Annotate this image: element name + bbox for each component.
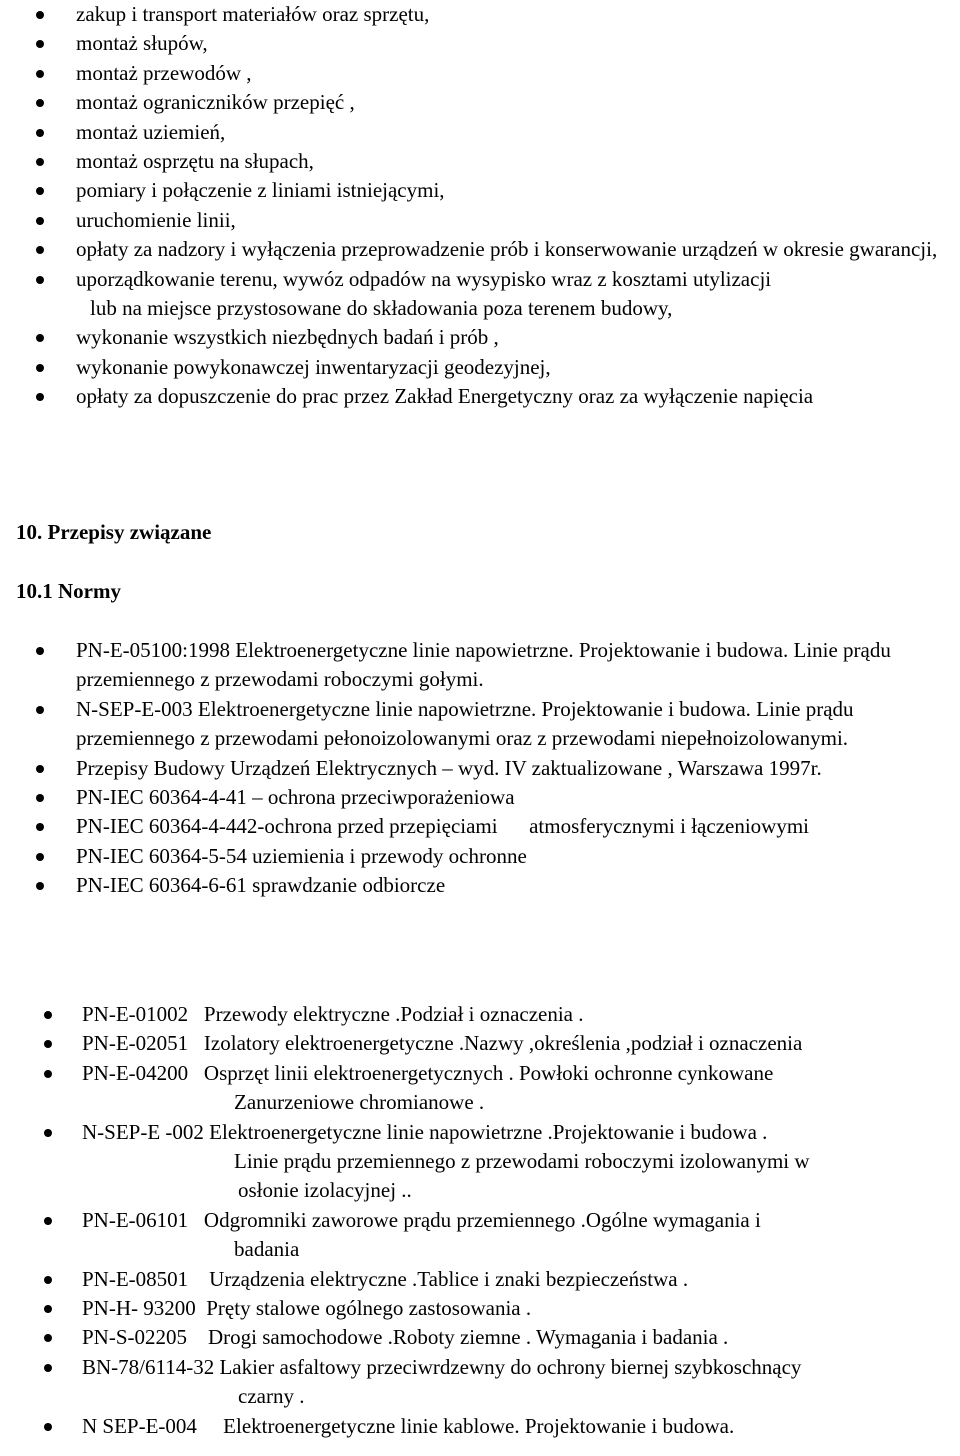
norm-code: PN-E-02051 bbox=[82, 1031, 189, 1056]
list-item bbox=[0, 1206, 810, 1265]
bullet-icon bbox=[44, 1217, 52, 1225]
norms-list-extended bbox=[0, 1000, 810, 1441]
bullet-icon bbox=[36, 853, 44, 861]
bullet-icon bbox=[36, 276, 44, 284]
bullet-icon bbox=[36, 158, 44, 166]
bullet-icon bbox=[36, 882, 44, 890]
bullet-icon bbox=[36, 334, 44, 342]
bullet-icon bbox=[36, 765, 44, 773]
bullet-icon bbox=[44, 1129, 52, 1137]
bullet-icon bbox=[36, 706, 44, 714]
norm-title-continuation: badania bbox=[234, 1237, 300, 1262]
norm-code: PN-E-04200 bbox=[82, 1060, 189, 1085]
bullet-icon bbox=[36, 129, 44, 137]
list-item: Przepisy Budowy Urządzeń Elektrycznych – wyd. IV zaktualizowane , Warszawa 1997r. bbox=[0, 754, 946, 783]
norm-title: Pręty stalowe ogólnego zastosowania . bbox=[206, 1296, 532, 1321]
norm-title: Drogi samochodowe .Roboty ziemne . Wymagania i badania . bbox=[208, 1325, 729, 1350]
norm-title: Urządzenia elektryczne .Tablice i znaki bezpieczeństwa . bbox=[209, 1266, 689, 1291]
list-item: montaż uziemień, bbox=[0, 118, 946, 147]
norms-list bbox=[0, 636, 946, 901]
list-item bbox=[0, 1265, 810, 1294]
bullet-icon bbox=[36, 647, 44, 655]
list-item bbox=[0, 1059, 810, 1118]
list-item: uporządkowanie terenu, wywóz odpadów na wysypisko wraz z kosztami utylizacji bbox=[0, 265, 946, 294]
list-item bbox=[0, 1353, 810, 1412]
bullet-icon bbox=[36, 364, 44, 372]
list-item: montaż słupów, bbox=[0, 29, 946, 58]
norm-code: N-SEP-E -002 bbox=[82, 1119, 204, 1144]
bullet-icon bbox=[44, 1423, 52, 1431]
bullet-icon bbox=[44, 1011, 52, 1019]
norm-code: PN-E-01002 bbox=[82, 1002, 189, 1026]
bullet-icon bbox=[36, 40, 44, 48]
bullet-icon bbox=[44, 1070, 52, 1078]
norm-code: BN-78/6114-32 bbox=[82, 1354, 215, 1379]
list-item bbox=[0, 1294, 810, 1323]
list-item: opłaty za nadzory i wyłączenia przeprowadzenie prób i konserwowanie urządzeń w okresie gwarancji, bbox=[0, 235, 946, 264]
bullet-icon bbox=[36, 70, 44, 78]
bullet-icon bbox=[44, 1040, 52, 1048]
norm-title: Izolatory elektroenergetyczne .Nazwy ,określenia ,podział i oznaczenia bbox=[203, 1031, 803, 1056]
norm-code: N SEP-E-004 bbox=[82, 1413, 197, 1438]
list-item: PN-E-05100:1998 Elektroenergetyczne linie napowietrzne. Projektowanie i budowa. Linie prądu przemiennego z przewodami roboczymi gołymi. bbox=[0, 636, 946, 695]
norm-code: PN-E-06101 bbox=[82, 1207, 189, 1232]
norm-title-continuation: Linie prądu przemiennego z przewodami roboczymi izolowanymi w bbox=[234, 1149, 810, 1174]
norm-title: Przewody elektryczne .Podział i oznaczenia . bbox=[203, 1002, 584, 1026]
bullet-icon bbox=[44, 1364, 52, 1372]
list-item-continuation: lub na miejsce przystosowane do składowania poza terenem budowy, bbox=[90, 296, 673, 321]
bullet-icon bbox=[36, 823, 44, 831]
norm-code: PN-S-02205 bbox=[82, 1325, 188, 1350]
list-item: N-SEP-E-003 Elektroenergetyczne linie napowietrzne. Projektowanie i budowa. Linie prądu przemiennego z przewodami pełonoizolowanymi oraz z przewodami niepełnoizolowanymi. bbox=[0, 695, 946, 754]
list-item: PN-IEC 60364-6-61 sprawdzanie odbiorcze bbox=[0, 871, 946, 900]
bullet-icon bbox=[36, 187, 44, 195]
bullet-icon bbox=[36, 794, 44, 802]
norm-title: Elektroenergetyczne linie napowietrzne .Projektowanie i budowa . bbox=[209, 1119, 768, 1144]
list-item bbox=[0, 1029, 810, 1058]
list-item: zakup i transport materiałów oraz sprzętu, bbox=[0, 0, 946, 29]
list-item: uruchomienie linii, bbox=[0, 206, 946, 235]
bullet-icon bbox=[36, 99, 44, 107]
norm-title: Elektroenergetyczne linie kablowe. Projektowanie i budowa. bbox=[223, 1413, 735, 1438]
bullet-icon bbox=[36, 246, 44, 254]
norm-code: PN-H- 93200 bbox=[82, 1296, 196, 1321]
norm-title-continuation: osłonie izolacyjnej .. bbox=[238, 1178, 412, 1203]
list-item: PN-IEC 60364-4-41 – ochrona przeciwporażeniowa bbox=[0, 783, 946, 812]
bullet-icon bbox=[36, 11, 44, 19]
section-heading: 10. Przepisy związane bbox=[16, 520, 212, 544]
norm-code: PN-E-08501 bbox=[82, 1266, 189, 1291]
bullet-icon bbox=[44, 1334, 52, 1342]
norm-title: Osprzęt linii elektroenergetycznych . Powłoki ochronne cynkowane bbox=[203, 1060, 774, 1085]
list-item: PN-IEC 60364-4-442-ochrona przed przepięciami atmosferycznymi i łączeniowymi bbox=[0, 812, 836, 841]
bullet-icon bbox=[36, 393, 44, 401]
bullet-icon bbox=[36, 217, 44, 225]
bullet-icon bbox=[44, 1305, 52, 1313]
list-item: montaż osprzętu na słupach, bbox=[0, 147, 946, 176]
list-item bbox=[0, 1118, 810, 1206]
list-item: wykonanie powykonawczej inwentaryzacji geodezyjnej, bbox=[0, 353, 946, 382]
list-item bbox=[0, 1323, 810, 1352]
list-item: opłaty za dopuszczenie do prac przez Zakład Energetyczny oraz za wyłączenie napięcia bbox=[0, 382, 946, 411]
norm-title-continuation: czarny . bbox=[238, 1384, 305, 1409]
list-item: montaż przewodów , bbox=[0, 59, 946, 88]
norm-title-continuation: Zanurzeniowe chromianowe . bbox=[234, 1090, 485, 1115]
subsection-heading: 10.1 Normy bbox=[16, 579, 121, 603]
list-item: pomiary i połączenie z liniami istniejącymi, bbox=[0, 176, 946, 205]
list-item: wykonanie wszystkich niezbędnych badań i prób , bbox=[0, 323, 946, 352]
scope-list bbox=[0, 0, 946, 412]
bullet-icon bbox=[44, 1276, 52, 1284]
norm-title: Odgromniki zaworowe prądu przemiennego .Ogólne wymagania i bbox=[203, 1207, 761, 1232]
list-item: PN-IEC 60364-5-54 uziemienia i przewody ochronne bbox=[0, 842, 946, 871]
norm-title: Lakier asfaltowy przeciwrdzewny do ochrony biernej szybkoschnący bbox=[219, 1354, 802, 1379]
list-item: montaż ograniczników przepięć , bbox=[0, 88, 946, 117]
list-item bbox=[0, 1000, 810, 1029]
list-item bbox=[0, 1412, 810, 1441]
